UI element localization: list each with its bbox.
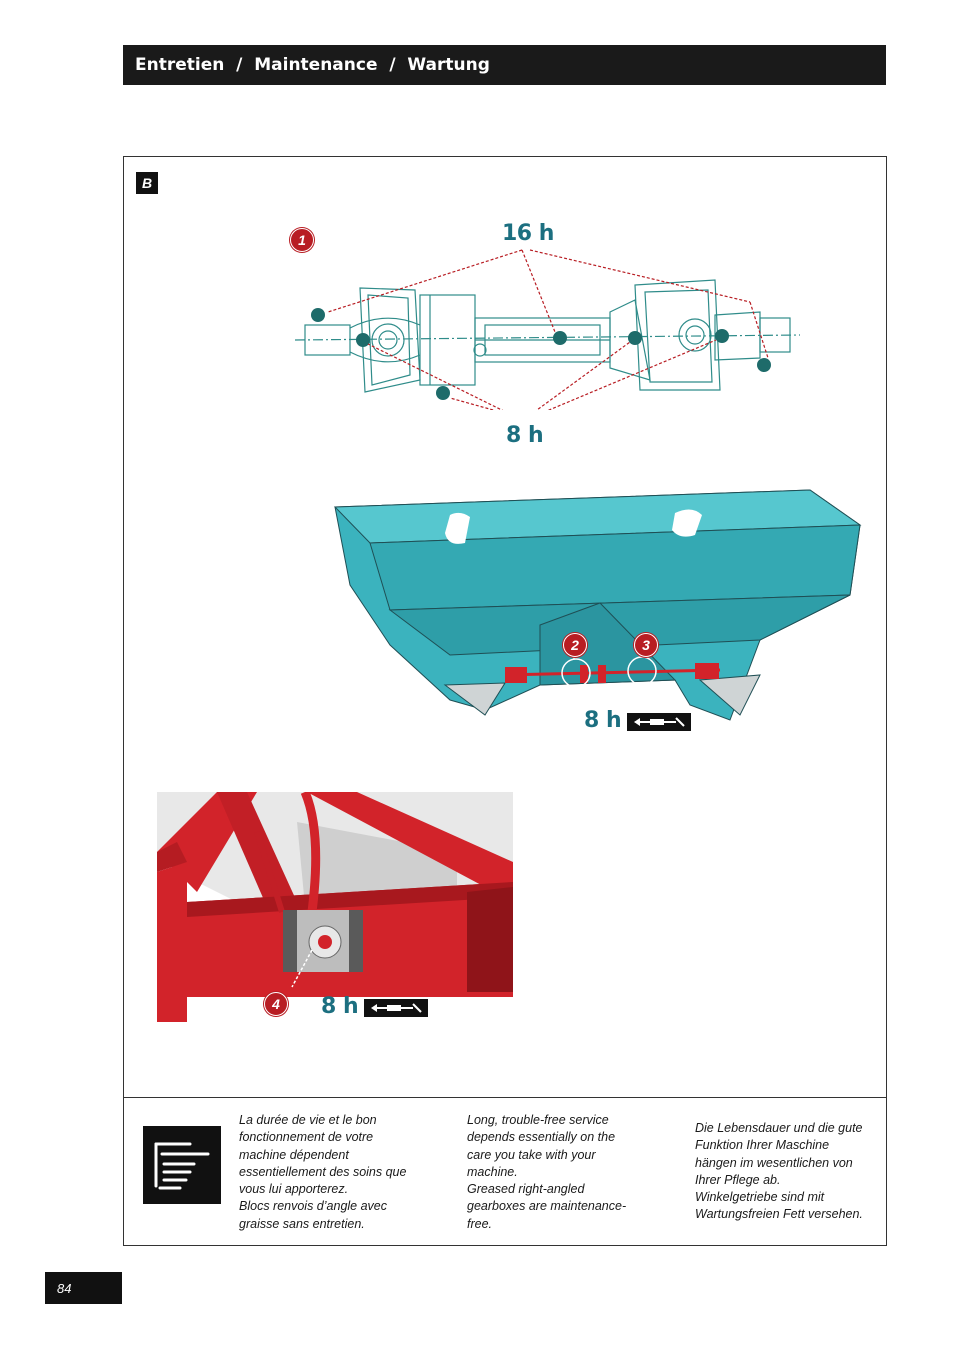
header-title: Entretien / Maintenance / Wartung bbox=[135, 55, 490, 75]
callout-1: 1 bbox=[290, 228, 314, 252]
interval-8h-hopper: 8 h bbox=[584, 708, 622, 733]
callout-2: 2 bbox=[563, 633, 587, 657]
page-header bbox=[123, 45, 886, 85]
hopper-figure bbox=[330, 485, 865, 730]
note-text-de: Die Lebensdauer und die gute Funktion Ihrer Maschine hängen im wesentlichen von Ihrer Pflege ab. Winkelgetriebe sind mit Wartungsfreien Fett versehen. bbox=[695, 1121, 863, 1222]
note-text-fr: La durée de vie et le bon fonctionnement de votre machine dépendent essentiellement des soins que vous lui apporterez. Blocs renvois d’angle avec graisse sans entretien. bbox=[239, 1113, 407, 1231]
grease-gun-icon bbox=[364, 999, 428, 1017]
callout-4: 4 bbox=[264, 992, 288, 1016]
section-badge: B bbox=[136, 172, 158, 194]
driveshaft-figure bbox=[290, 240, 810, 410]
grease-gun-icon bbox=[627, 713, 691, 731]
interval-8h-frame: 8 h bbox=[321, 994, 359, 1019]
interval-8h-driveshaft: 8 h bbox=[506, 423, 544, 448]
frame-divider bbox=[123, 1097, 887, 1098]
note-text-en: Long, trouble-free service depends essentially on the care you take with your machine. Greased right-angled gearboxes are maintenance- free. bbox=[467, 1113, 627, 1231]
callout-3: 3 bbox=[634, 633, 658, 657]
page-number: 84 bbox=[45, 1272, 122, 1304]
frame-figure bbox=[157, 792, 513, 1022]
pointing-hand-icon bbox=[143, 1126, 221, 1204]
interval-16h: 16 h bbox=[502, 221, 554, 246]
